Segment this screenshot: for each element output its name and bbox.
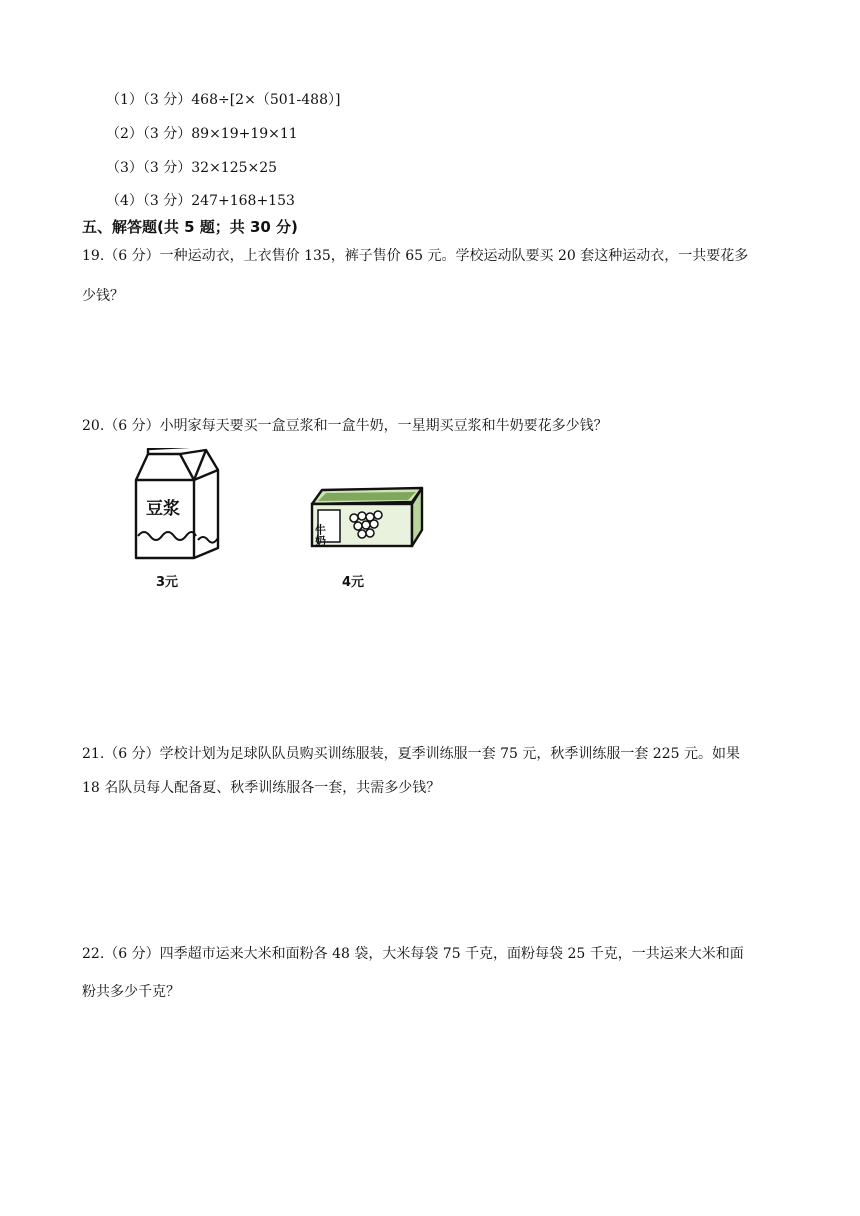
question-21-line-1: 21.（6 分）学校计划为足球队队员购买训练服装，夏季训练服一套 75 元，秋季训练服一套 225 元。如果 [82,746,740,762]
question-20-line-1: 20.（6 分）小明家每天要买一盒豆浆和一盒牛奶，一星期买豆浆和牛奶要花多少钱？ [82,418,608,434]
question-19-line-1: 19.（6 分）一种运动衣，上衣售价 135，裤子售价 65 元。学校运动队要买 20 套这种运动衣，一共要花多 [82,248,749,264]
soy-milk-carton-figure [128,448,228,566]
milk-price: 4元 [342,575,365,590]
milk-box-figure [308,484,428,550]
question-19-line-2: 少钱？ [82,288,124,304]
question-22-line-1: 22.（6 分）四季超市运来大米和面粉各 48 袋，大米每袋 75 千克，面粉每袋 25 千克，一共运来大米和面 [82,946,744,962]
milk-label: 牛奶 [313,524,327,546]
calc-item-3: （3）（3 分）32×125×25 [106,160,278,176]
question-21-line-2: 18 名队员每人配备夏、秋季训练服各一套，共需多少钱？ [82,780,441,796]
section-heading: 五、解答题(共 5 题；共 30 分) [82,218,298,236]
question-22-line-2: 粉共多少千克？ [82,984,180,1000]
calc-item-4: （4）（3 分）247+168+153 [106,193,295,209]
soy-milk-price: 3元 [156,575,179,590]
soy-milk-label: 豆浆 [146,499,180,519]
calc-item-1: （1）（3 分）468÷[2×（501-488）] [106,92,341,108]
calc-item-2: （2）（3 分）89×19+19×11 [106,126,298,142]
